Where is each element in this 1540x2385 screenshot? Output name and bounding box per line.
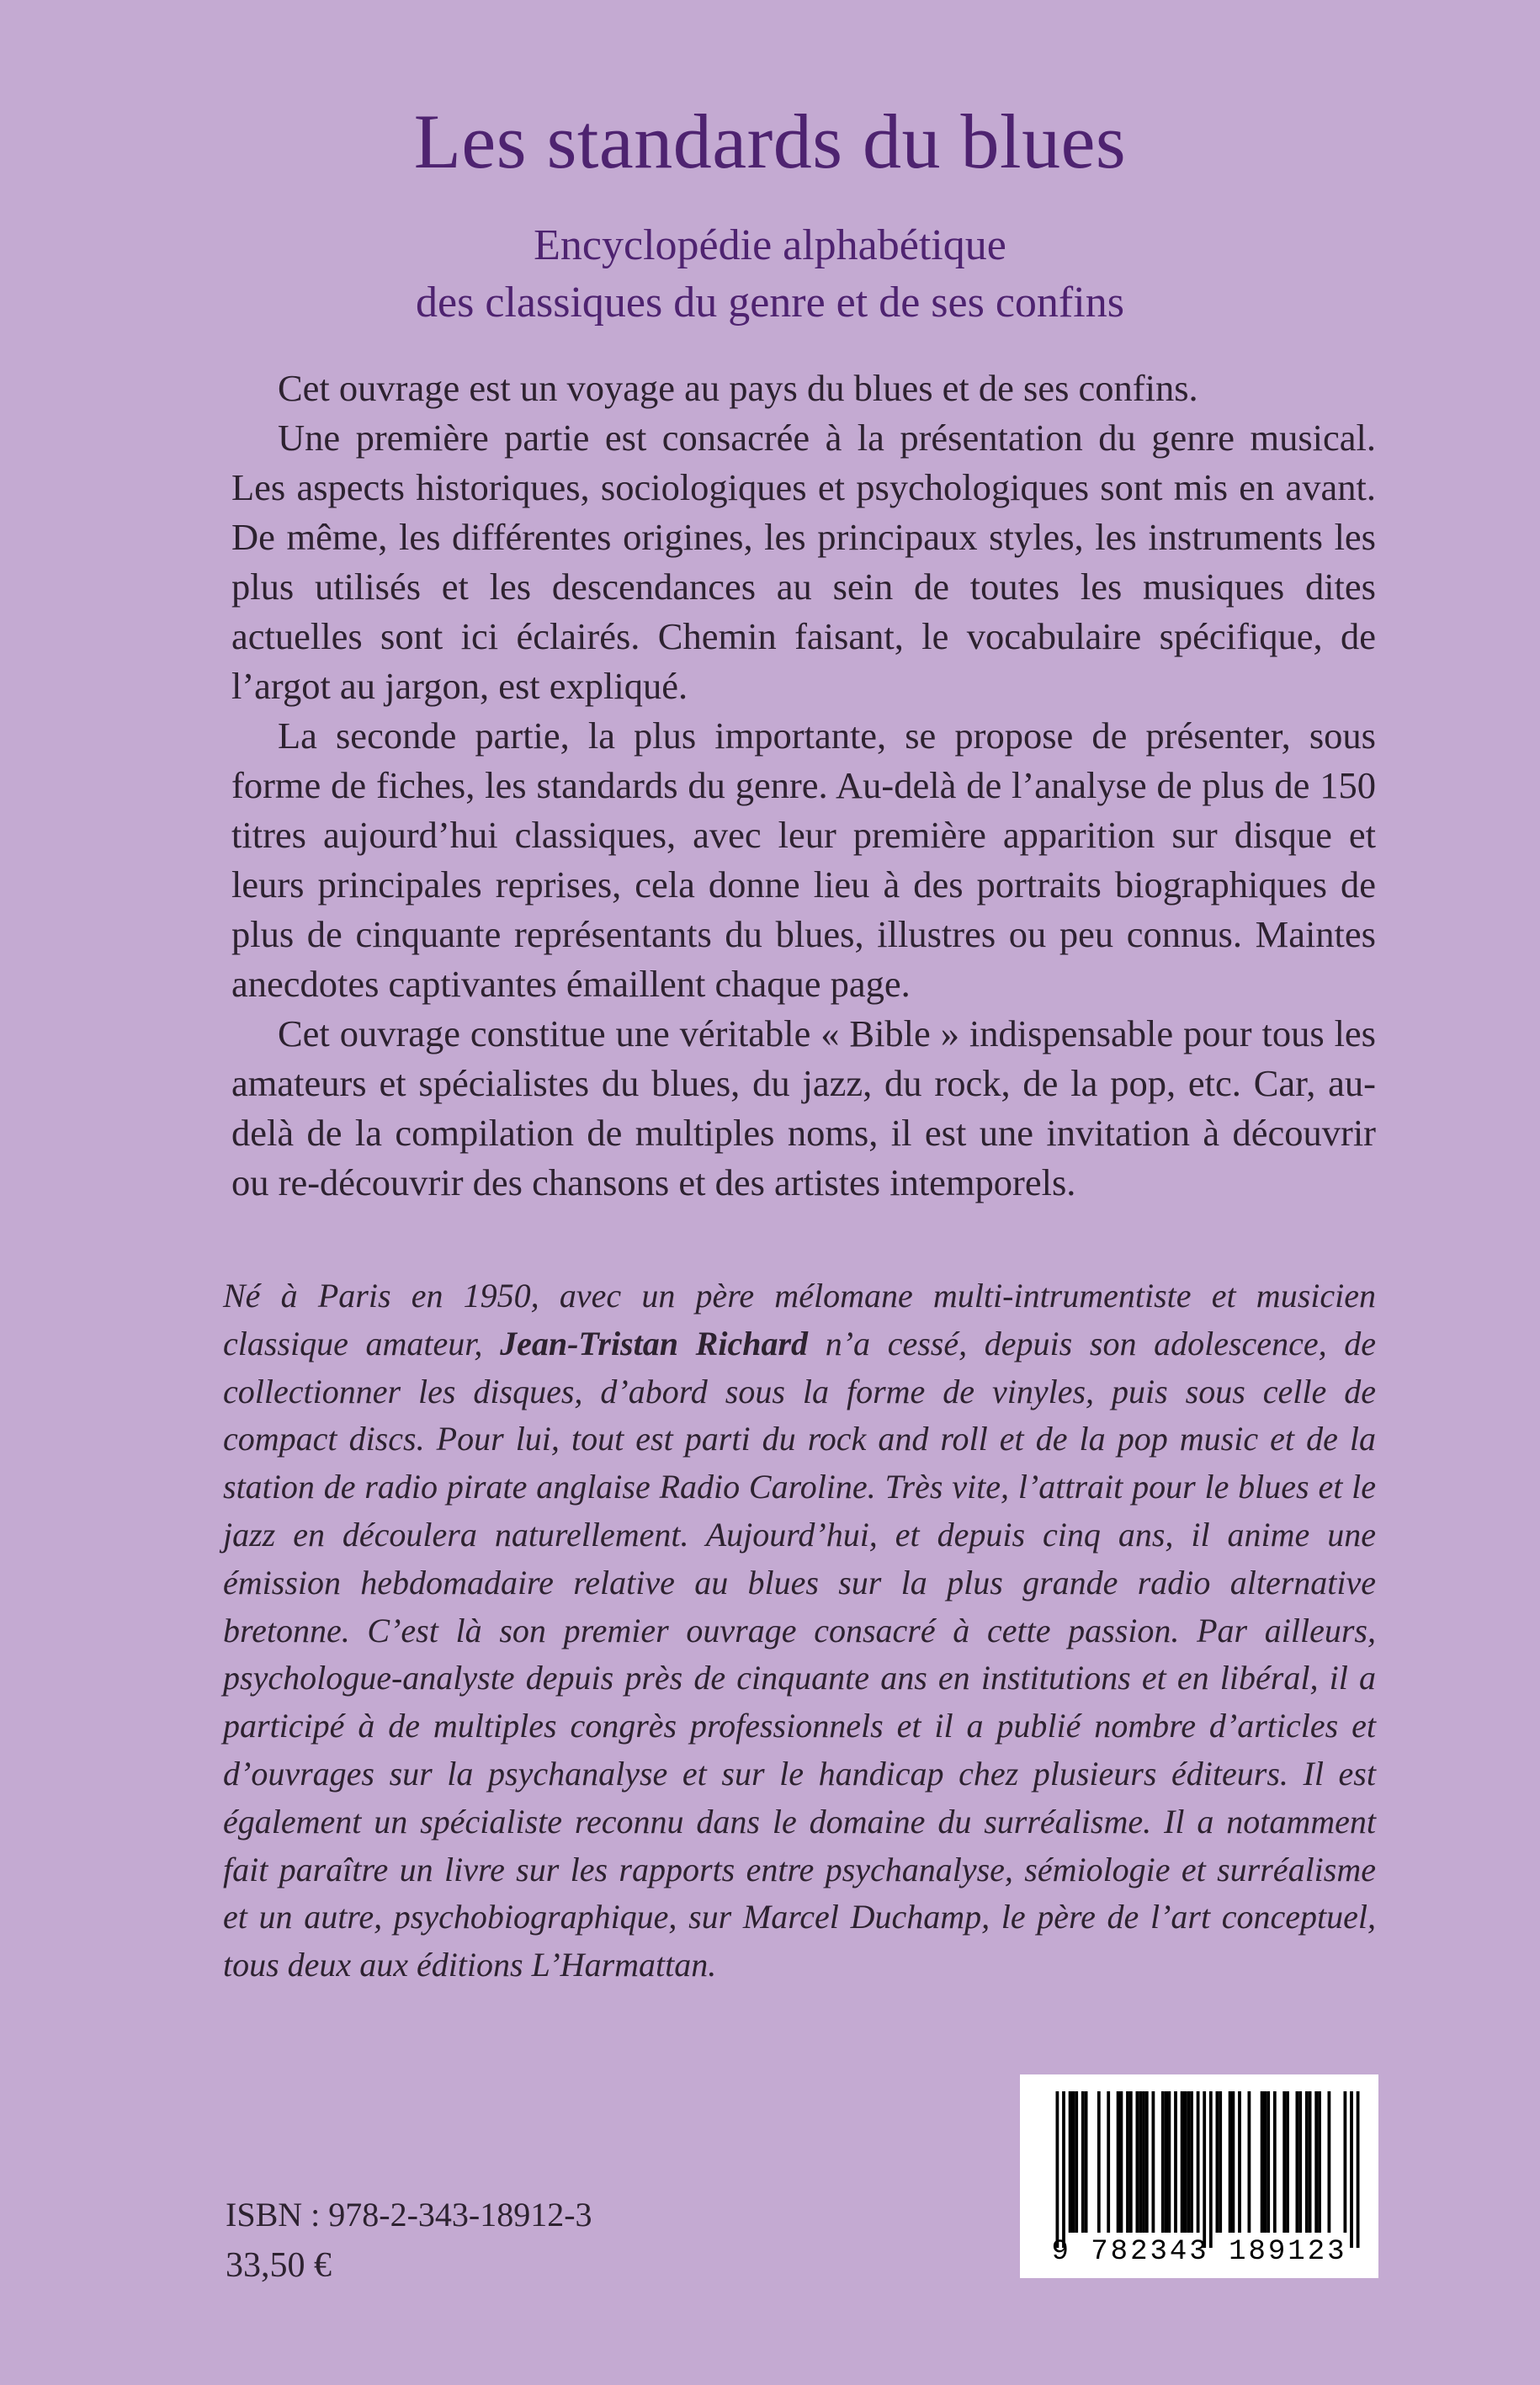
book-title: Les standards du blues: [413, 98, 1127, 184]
description-paragraph: La seconde partie, la plus importante, se propose de présenter, sous forme de fiches, les standards du genre. Au-delà de l’analyse de plus de 150 titres aujourd’hui classiques, avec leur première apparition sur disque et leurs principales reprises, cela donne lieu à des portraits biographiques de plus de cinquante représentants du blues, illustres ou peu connus. Maintes anecdotes captivantes émaillent chaque page.: [231, 714, 1376, 1005]
barcode-bar: [1344, 2091, 1347, 2233]
barcode-bar: [1097, 2091, 1101, 2233]
book-subtitle: [0, 217, 1540, 332]
barcode-bar: [1181, 2091, 1184, 2233]
barcode-bar: [1264, 2091, 1267, 2233]
author-bio-intro: Né à Paris en 1950, avec un père mélomane multi-intrumentiste et musicien classique amateur,: [223, 1277, 1376, 1362]
description-paragraph: Une première partie est consacrée à la présentation du genre musical. Les aspects historiques, sociologiques et psychologiques sont mis en avant. De même, les différentes origines, les principaux styles, les instruments les plus utilisés et les descendances au sein de toutes les musiques dites actuelles sont ici éclairés. Chemin faisant, le vocabulaire spécifique, de l’argot au jargon, est expliqué.: [231, 417, 1376, 707]
barcode-bar: [1085, 2091, 1088, 2233]
barcode-bar: [1267, 2091, 1270, 2233]
barcode-bar: [1298, 2091, 1302, 2233]
barcode-bar: [1145, 2091, 1149, 2233]
barcode-bar: [1161, 2091, 1165, 2233]
barcode-bar: [1350, 2091, 1353, 2248]
author-name: Jean-Tristan Richard: [500, 1324, 809, 1362]
barcode-bar: [1209, 2091, 1213, 2248]
barcode-bar: [1056, 2091, 1059, 2248]
barcode-bar: [1062, 2091, 1065, 2248]
barcode-bar: [1117, 2091, 1120, 2233]
barcode-bar: [1174, 2091, 1177, 2233]
barcode-bar: [1203, 2091, 1206, 2248]
barcode-bar: [1296, 2091, 1299, 2233]
isbn-text: ISBN : 978-2-343-18912-3: [226, 2196, 592, 2234]
barcode-bar: [1238, 2091, 1241, 2233]
description-paragraph: Cet ouvrage constitue une véritable « Bible » indispensable pour tous les amateurs et spécialistes du blues, du jazz, du rock, de la pop, etc. Car, au-delà de la compilation de multiples noms, il est une invitation à découvrir ou re-découvrir des chansons et des artistes intemporels.: [231, 1012, 1376, 1203]
book-description: [231, 364, 1376, 1208]
barcode: [1020, 2074, 1378, 2278]
author-bio-paragraph: [223, 1272, 1376, 1989]
barcode-bar: [1072, 2091, 1075, 2233]
barcode-bar: [1190, 2091, 1193, 2233]
subtitle-line-1: Encyclopédie alphabétique: [534, 221, 1006, 269]
barcode-bar: [1139, 2091, 1142, 2233]
description-paragraph: Cet ouvrage est un voyage au pays du blues et de ses confins.: [278, 367, 1198, 409]
barcode-bar: [1232, 2091, 1235, 2233]
barcode-bar: [1305, 2091, 1309, 2233]
barcode-bar: [1136, 2091, 1139, 2233]
barcode-bar: [1129, 2091, 1133, 2233]
barcode-bar: [1075, 2091, 1078, 2233]
barcode-bar: [1152, 2091, 1155, 2233]
barcode-bar: [1107, 2091, 1110, 2233]
barcode-bar: [1328, 2091, 1331, 2233]
subtitle-line-2: des classiques du genre et de ses confins: [416, 279, 1124, 327]
barcode-bar: [1081, 2091, 1085, 2233]
barcode-bar: [1168, 2091, 1171, 2233]
barcode-bar: [1309, 2091, 1312, 2233]
barcode-bar: [1219, 2091, 1222, 2233]
barcode-bar: [1120, 2091, 1123, 2233]
barcode-bar: [1165, 2091, 1168, 2233]
barcode-bar: [1187, 2091, 1190, 2233]
barcode-bar: [1248, 2091, 1251, 2233]
barcode-bar: [1318, 2091, 1321, 2233]
barcode-bar: [1126, 2091, 1129, 2233]
barcode-bar: [1282, 2091, 1286, 2233]
barcode-digits: 9 782343 189123: [1051, 2236, 1347, 2268]
barcode-bar: [1197, 2091, 1200, 2233]
barcode-bar: [1314, 2091, 1318, 2233]
barcode-bar: [1216, 2091, 1219, 2233]
barcode-bar: [1069, 2091, 1072, 2233]
barcode-bar: [1142, 2091, 1145, 2233]
barcode-bar: [1357, 2091, 1360, 2248]
price-text: 33,50 €: [226, 2246, 332, 2285]
author-bio-body: n’a cessé, depuis son adolescence, de collectionner les disques, d’abord sous la forme de vinyles, puis sous celle de compact discs. Pour lui, tout est parti du rock and roll et de la pop music et de la station de radio pirate anglaise Radio Caroline. Très vite, l’attrait pour le blues et le jazz en découlera naturellement. Aujourd’hui, et depuis cinq ans, il anime une émission hebdomadaire relative au blues sur la plus grande radio alternative bretonne. C’est là son premier ouvrage consacré à cette passion. Par ailleurs, psychologue-analyste depuis près de cinquante ans en institutions et en libéral, il a participé à de multiples congrès professionnels et il a publié nombre d’articles et d’ouvrages sur la psychanalyse et sur le handicap chez plusieurs éditeurs. Il est également un spécialiste reconnu dans le domaine du surréalisme. Il a notamment fait paraître un livre sur les rapports entre psychanalyse, sémiologie et surréalisme et un autre, psychobiographique, sur Marcel Duchamp, le père de l’art conceptuel, tous deux aux éditions L’Harmattan.: [223, 1324, 1377, 1984]
barcode-bar: [1229, 2091, 1232, 2233]
barcode-bar: [1273, 2091, 1277, 2233]
author-bio: [223, 1272, 1376, 1989]
barcode-bar: [1184, 2091, 1187, 2233]
barcode-bar: [1261, 2091, 1264, 2233]
barcode-bar: [1286, 2091, 1289, 2233]
